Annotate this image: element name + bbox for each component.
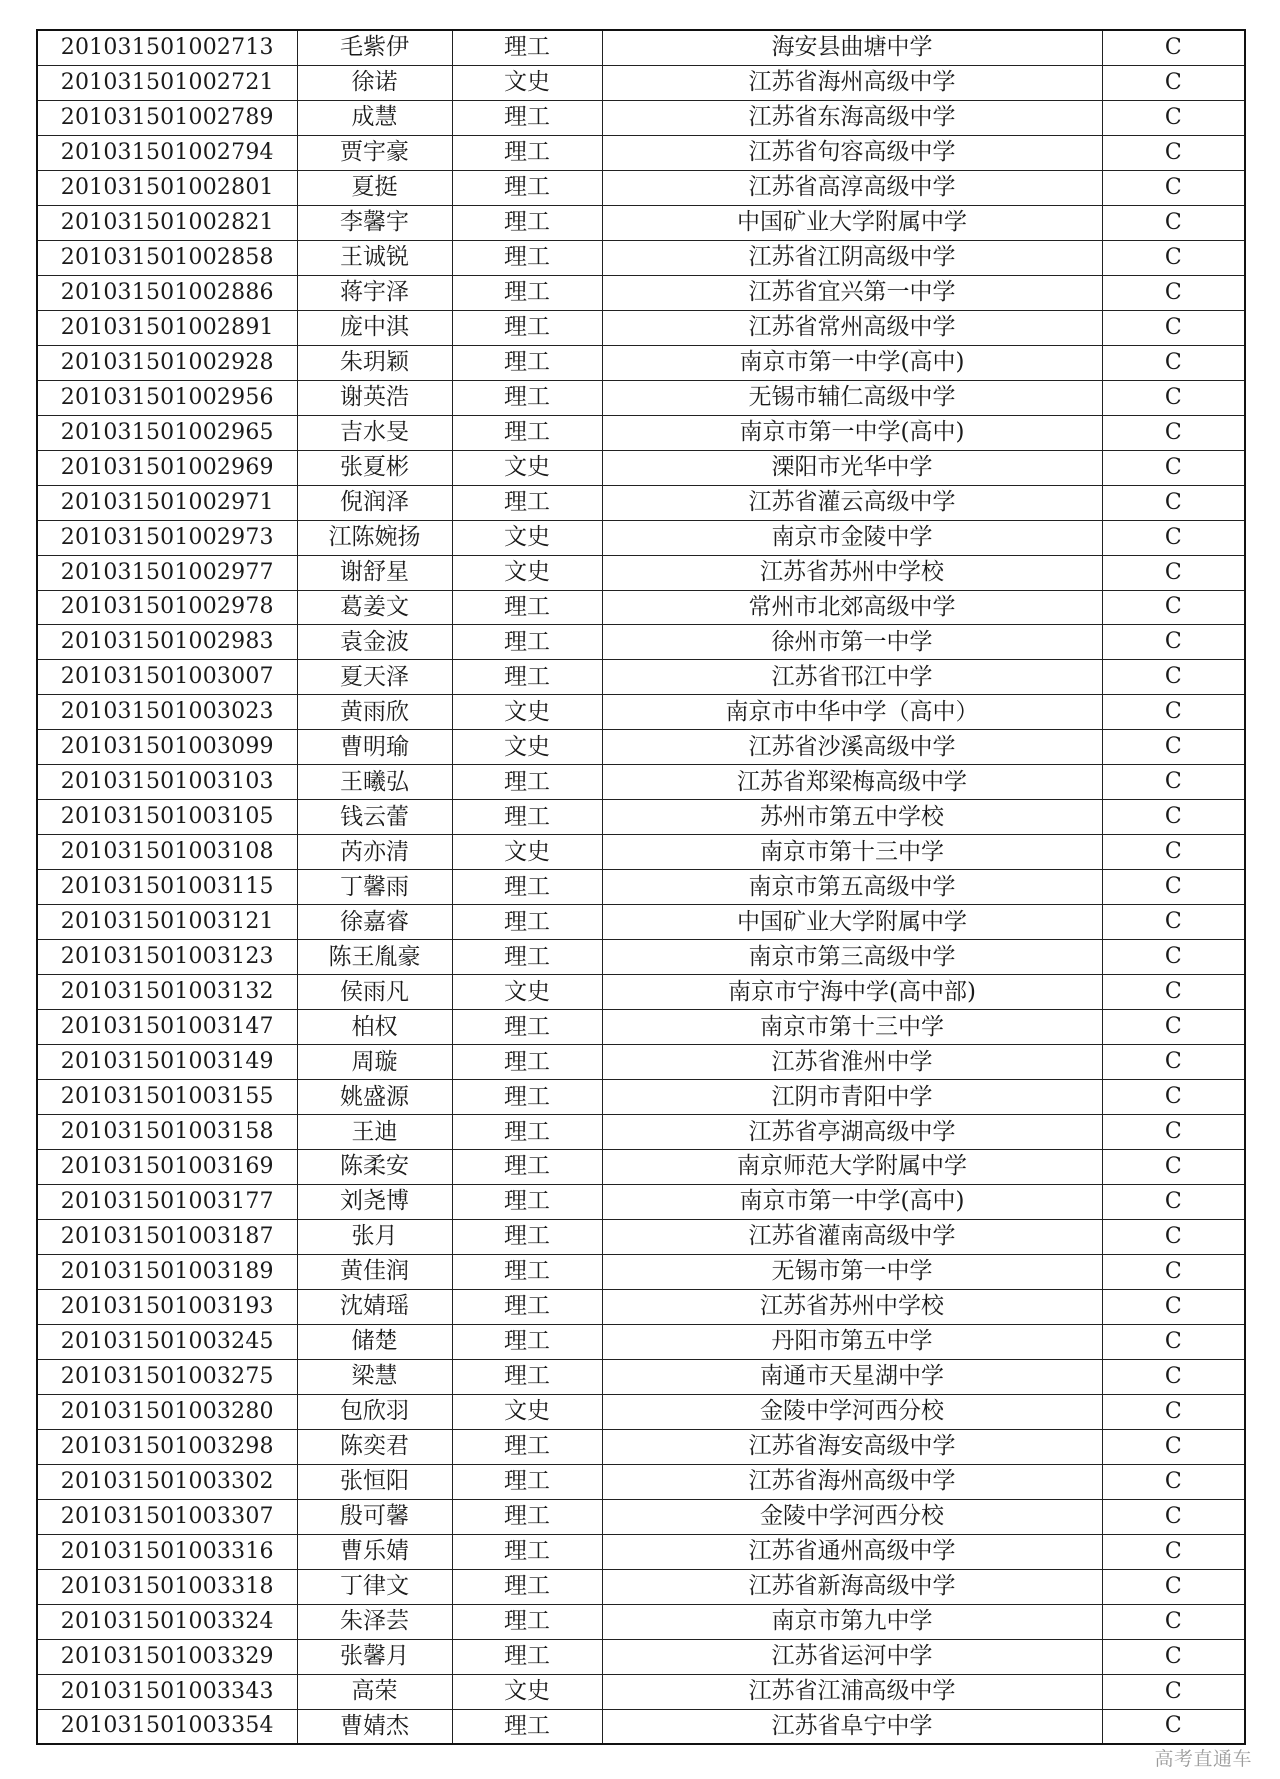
candidate-id-cell: 201031501002965 [37,415,297,450]
student-name-cell: 成慧 [297,100,452,135]
table-row [37,870,1245,905]
subject-track-cell: 理工 [452,1359,602,1394]
student-name-cell: 张馨月 [297,1639,452,1674]
table-row [37,625,1245,660]
school-name-cell: 江阴市青阳中学 [602,1080,1102,1115]
grade-cell: C [1102,240,1245,275]
table-row [37,240,1245,275]
subject-track-cell: 理工 [452,660,602,695]
table-row [37,1150,1245,1185]
subject-track-cell: 理工 [452,1254,602,1289]
student-name-cell: 徐诺 [297,65,452,100]
candidate-id-cell: 201031501002794 [37,135,297,170]
subject-track-cell: 文史 [452,555,602,590]
subject-track-cell: 理工 [452,240,602,275]
school-name-cell: 常州市北郊高级中学 [602,590,1102,625]
student-name-cell: 陈王胤豪 [297,940,452,975]
school-name-cell: 南京市第十三中学 [602,835,1102,870]
school-name-cell: 江苏省江阴高级中学 [602,240,1102,275]
grade-cell: C [1102,380,1245,415]
grade-cell: C [1102,1219,1245,1254]
candidate-id-cell: 201031501003099 [37,730,297,765]
school-name-cell: 江苏省亭湖高级中学 [602,1115,1102,1150]
table-row [37,1499,1245,1534]
table-row [37,1464,1245,1499]
school-name-cell: 江苏省苏州中学校 [602,1289,1102,1324]
subject-track-cell: 文史 [452,1674,602,1709]
subject-track-cell: 理工 [452,1045,602,1080]
candidate-id-cell: 201031501003177 [37,1184,297,1219]
grade-cell: C [1102,1080,1245,1115]
grade-cell: C [1102,870,1245,905]
student-name-cell: 柏权 [297,1010,452,1045]
table-row [37,275,1245,310]
student-name-cell: 谢舒星 [297,555,452,590]
school-name-cell: 江苏省宜兴第一中学 [602,275,1102,310]
grade-cell: C [1102,905,1245,940]
school-name-cell: 南京市第五高级中学 [602,870,1102,905]
school-name-cell: 南京师范大学附属中学 [602,1150,1102,1185]
table-row [37,135,1245,170]
table-row [37,345,1245,380]
school-name-cell: 江苏省淮州中学 [602,1045,1102,1080]
student-name-cell: 徐嘉睿 [297,905,452,940]
table-row [37,1184,1245,1219]
candidate-id-cell: 201031501002789 [37,100,297,135]
candidate-id-cell: 201031501003132 [37,975,297,1010]
student-name-cell: 朱泽芸 [297,1604,452,1639]
grade-cell: C [1102,1464,1245,1499]
grade-cell: C [1102,1569,1245,1604]
grade-cell: C [1102,660,1245,695]
student-name-cell: 庞中淇 [297,310,452,345]
student-name-cell: 黄雨欣 [297,695,452,730]
subject-track-cell: 理工 [452,1604,602,1639]
grade-cell: C [1102,625,1245,660]
student-name-cell: 毛紫伊 [297,30,452,65]
table-row [37,905,1245,940]
grade-cell: C [1102,135,1245,170]
table-row [37,765,1245,800]
candidate-id-cell: 201031501003105 [37,800,297,835]
candidate-id-cell: 201031501003007 [37,660,297,695]
school-name-cell: 徐州市第一中学 [602,625,1102,660]
grade-cell: C [1102,345,1245,380]
student-name-cell: 王迪 [297,1115,452,1150]
subject-track-cell: 理工 [452,1150,602,1185]
subject-track-cell: 理工 [452,310,602,345]
school-name-cell: 南京市金陵中学 [602,520,1102,555]
grade-cell: C [1102,485,1245,520]
student-name-cell: 曹乐婧 [297,1534,452,1569]
candidate-id-cell: 201031501003318 [37,1569,297,1604]
school-name-cell: 江苏省灌南高级中学 [602,1219,1102,1254]
school-name-cell: 江苏省海安高级中学 [602,1429,1102,1464]
subject-track-cell: 理工 [452,1464,602,1499]
candidate-id-cell: 201031501002801 [37,170,297,205]
grade-cell: C [1102,1324,1245,1359]
school-name-cell: 苏州市第五中学校 [602,800,1102,835]
subject-track-cell: 理工 [452,170,602,205]
roster-table-body [37,30,1245,1744]
subject-track-cell: 理工 [452,800,602,835]
grade-cell: C [1102,520,1245,555]
candidate-id-cell: 201031501002956 [37,380,297,415]
candidate-id-cell: 201031501002891 [37,310,297,345]
student-name-cell: 李馨宇 [297,205,452,240]
candidate-id-cell: 201031501003147 [37,1010,297,1045]
school-name-cell: 南京市第三高级中学 [602,940,1102,975]
student-name-cell: 曹婧杰 [297,1709,452,1744]
school-name-cell: 南京市宁海中学(高中部) [602,975,1102,1010]
table-row [37,1254,1245,1289]
table-row [37,1289,1245,1324]
candidate-id-cell: 201031501002971 [37,485,297,520]
school-name-cell: 江苏省东海高级中学 [602,100,1102,135]
table-row [37,590,1245,625]
student-name-cell: 储楚 [297,1324,452,1359]
student-name-cell: 蒋宇泽 [297,275,452,310]
candidate-id-cell: 201031501003108 [37,835,297,870]
subject-track-cell: 理工 [452,1709,602,1744]
student-name-cell: 侯雨凡 [297,975,452,1010]
table-row [37,660,1245,695]
school-name-cell: 江苏省沙溪高级中学 [602,730,1102,765]
subject-track-cell: 理工 [452,1184,602,1219]
grade-cell: C [1102,1289,1245,1324]
student-name-cell: 王诚锐 [297,240,452,275]
candidate-id-cell: 201031501003103 [37,765,297,800]
candidate-id-cell: 201031501002821 [37,205,297,240]
candidate-id-cell: 201031501003307 [37,1499,297,1534]
school-name-cell: 无锡市第一中学 [602,1254,1102,1289]
subject-track-cell: 文史 [452,975,602,1010]
table-row [37,695,1245,730]
candidate-id-cell: 201031501002978 [37,590,297,625]
school-name-cell: 江苏省高淳高级中学 [602,170,1102,205]
school-name-cell: 无锡市辅仁高级中学 [602,380,1102,415]
student-name-cell: 殷可馨 [297,1499,452,1534]
grade-cell: C [1102,1639,1245,1674]
table-row [37,65,1245,100]
table-row [37,1674,1245,1709]
grade-cell: C [1102,1429,1245,1464]
candidate-id-cell: 201031501003158 [37,1115,297,1150]
grade-cell: C [1102,1359,1245,1394]
roster-table [36,29,1246,1745]
candidate-id-cell: 201031501002928 [37,345,297,380]
table-row [37,1324,1245,1359]
candidate-id-cell: 201031501003115 [37,870,297,905]
table-row [37,450,1245,485]
subject-track-cell: 理工 [452,1569,602,1604]
subject-track-cell: 理工 [452,380,602,415]
subject-track-cell: 理工 [452,485,602,520]
candidate-id-cell: 201031501002858 [37,240,297,275]
school-name-cell: 江苏省运河中学 [602,1639,1102,1674]
grade-cell: C [1102,1534,1245,1569]
student-name-cell: 丁律文 [297,1569,452,1604]
candidate-id-cell: 201031501003298 [37,1429,297,1464]
student-name-cell: 陈柔安 [297,1150,452,1185]
school-name-cell: 江苏省郑梁梅高级中学 [602,765,1102,800]
student-name-cell: 张夏彬 [297,450,452,485]
table-row [37,1219,1245,1254]
grade-cell: C [1102,765,1245,800]
school-name-cell: 南京市第十三中学 [602,1010,1102,1045]
student-name-cell: 倪润泽 [297,485,452,520]
student-name-cell: 黄佳润 [297,1254,452,1289]
subject-track-cell: 文史 [452,1394,602,1429]
subject-track-cell: 理工 [452,205,602,240]
student-name-cell: 高荣 [297,1674,452,1709]
grade-cell: C [1102,555,1245,590]
subject-track-cell: 理工 [452,765,602,800]
student-name-cell: 谢英浩 [297,380,452,415]
table-row [37,1569,1245,1604]
subject-track-cell: 文史 [452,835,602,870]
subject-track-cell: 理工 [452,1115,602,1150]
subject-track-cell: 理工 [452,1080,602,1115]
grade-cell: C [1102,1604,1245,1639]
grade-cell: C [1102,415,1245,450]
candidate-id-cell: 201031501003324 [37,1604,297,1639]
school-name-cell: 南通市天星湖中学 [602,1359,1102,1394]
subject-track-cell: 理工 [452,1324,602,1359]
school-name-cell: 中国矿业大学附属中学 [602,205,1102,240]
candidate-id-cell: 201031501003123 [37,940,297,975]
student-name-cell: 钱云蕾 [297,800,452,835]
candidate-id-cell: 201031501003155 [37,1080,297,1115]
table-row [37,730,1245,765]
student-name-cell: 朱玥颖 [297,345,452,380]
table-row [37,1359,1245,1394]
subject-track-cell: 理工 [452,590,602,625]
grade-cell: C [1102,170,1245,205]
table-row [37,30,1245,65]
table-row [37,975,1245,1010]
candidate-id-cell: 201031501002713 [37,30,297,65]
candidate-id-cell: 201031501003316 [37,1534,297,1569]
subject-track-cell: 理工 [452,1499,602,1534]
student-name-cell: 夏天泽 [297,660,452,695]
table-row [37,835,1245,870]
subject-track-cell: 理工 [452,275,602,310]
school-name-cell: 江苏省海州高级中学 [602,1464,1102,1499]
school-name-cell: 南京市第九中学 [602,1604,1102,1639]
grade-cell: C [1102,975,1245,1010]
grade-cell: C [1102,310,1245,345]
candidate-id-cell: 201031501003329 [37,1639,297,1674]
table-row [37,1429,1245,1464]
table-row [37,1709,1245,1744]
grade-cell: C [1102,835,1245,870]
subject-track-cell: 文史 [452,730,602,765]
candidate-id-cell: 201031501002969 [37,450,297,485]
table-row [37,170,1245,205]
student-name-cell: 张月 [297,1219,452,1254]
student-name-cell: 吉水旻 [297,415,452,450]
student-name-cell: 姚盛源 [297,1080,452,1115]
table-row [37,1045,1245,1080]
table-row [37,1010,1245,1045]
subject-track-cell: 理工 [452,1639,602,1674]
school-name-cell: 江苏省邗江中学 [602,660,1102,695]
school-name-cell: 中国矿业大学附属中学 [602,905,1102,940]
student-name-cell: 陈奕君 [297,1429,452,1464]
grade-cell: C [1102,1709,1245,1744]
grade-cell: C [1102,940,1245,975]
subject-track-cell: 文史 [452,450,602,485]
table-row [37,415,1245,450]
school-name-cell: 江苏省句容高级中学 [602,135,1102,170]
grade-cell: C [1102,30,1245,65]
student-name-cell: 曹明瑜 [297,730,452,765]
candidate-id-cell: 201031501003169 [37,1150,297,1185]
grade-cell: C [1102,205,1245,240]
school-name-cell: 溧阳市光华中学 [602,450,1102,485]
table-row [37,940,1245,975]
grade-cell: C [1102,590,1245,625]
table-row [37,310,1245,345]
student-name-cell: 江陈婉扬 [297,520,452,555]
grade-cell: C [1102,1150,1245,1185]
candidate-id-cell: 201031501002973 [37,520,297,555]
school-name-cell: 江苏省新海高级中学 [602,1569,1102,1604]
subject-track-cell: 文史 [452,695,602,730]
school-name-cell: 江苏省通州高级中学 [602,1534,1102,1569]
subject-track-cell: 理工 [452,1219,602,1254]
table-row [37,1604,1245,1639]
student-name-cell: 张恒阳 [297,1464,452,1499]
grade-cell: C [1102,800,1245,835]
school-name-cell: 金陵中学河西分校 [602,1394,1102,1429]
school-name-cell: 江苏省海州高级中学 [602,65,1102,100]
grade-cell: C [1102,1394,1245,1429]
candidate-id-cell: 201031501002721 [37,65,297,100]
subject-track-cell: 理工 [452,1010,602,1045]
school-name-cell: 江苏省灌云高级中学 [602,485,1102,520]
subject-track-cell: 文史 [452,520,602,555]
candidate-id-cell: 201031501002977 [37,555,297,590]
subject-track-cell: 理工 [452,1534,602,1569]
subject-track-cell: 理工 [452,30,602,65]
candidate-id-cell: 201031501003354 [37,1709,297,1744]
subject-track-cell: 理工 [452,345,602,380]
table-row [37,1639,1245,1674]
candidate-id-cell: 201031501003343 [37,1674,297,1709]
candidate-id-cell: 201031501003149 [37,1045,297,1080]
student-name-cell: 王曦弘 [297,765,452,800]
grade-cell: C [1102,695,1245,730]
student-name-cell: 周璇 [297,1045,452,1080]
watermark-text: 高考直通车 [1154,1748,1252,1770]
candidate-id-cell: 201031501003023 [37,695,297,730]
student-name-cell: 梁慧 [297,1359,452,1394]
grade-cell: C [1102,1499,1245,1534]
student-name-cell: 沈婧瑶 [297,1289,452,1324]
subject-track-cell: 理工 [452,1429,602,1464]
school-name-cell: 南京市第一中学(高中) [602,1184,1102,1219]
grade-cell: C [1102,100,1245,135]
school-name-cell: 海安县曲塘中学 [602,30,1102,65]
school-name-cell: 丹阳市第五中学 [602,1324,1102,1359]
candidate-id-cell: 201031501003280 [37,1394,297,1429]
subject-track-cell: 理工 [452,905,602,940]
table-row [37,1534,1245,1569]
candidate-id-cell: 201031501002886 [37,275,297,310]
subject-track-cell: 理工 [452,625,602,660]
subject-track-cell: 理工 [452,100,602,135]
table-row [37,100,1245,135]
school-name-cell: 江苏省江浦高级中学 [602,1674,1102,1709]
student-name-cell: 夏挺 [297,170,452,205]
school-name-cell: 江苏省阜宁中学 [602,1709,1102,1744]
subject-track-cell: 理工 [452,870,602,905]
grade-cell: C [1102,1674,1245,1709]
candidate-id-cell: 201031501002983 [37,625,297,660]
student-name-cell: 丁馨雨 [297,870,452,905]
student-name-cell: 刘尧博 [297,1184,452,1219]
school-name-cell: 南京市第一中学(高中) [602,415,1102,450]
table-row [37,1080,1245,1115]
student-name-cell: 贾宇豪 [297,135,452,170]
grade-cell: C [1102,1254,1245,1289]
grade-cell: C [1102,1184,1245,1219]
candidate-id-cell: 201031501003245 [37,1324,297,1359]
candidate-id-cell: 201031501003275 [37,1359,297,1394]
subject-track-cell: 文史 [452,65,602,100]
table-row [37,800,1245,835]
school-name-cell: 南京市中华中学（高中） [602,695,1102,730]
grade-cell: C [1102,1115,1245,1150]
grade-cell: C [1102,1010,1245,1045]
candidate-id-cell: 201031501003302 [37,1464,297,1499]
table-row [37,380,1245,415]
school-name-cell: 江苏省常州高级中学 [602,310,1102,345]
table-row [37,520,1245,555]
candidate-id-cell: 201031501003121 [37,905,297,940]
candidate-id-cell: 201031501003189 [37,1254,297,1289]
table-row [37,1115,1245,1150]
candidate-id-cell: 201031501003187 [37,1219,297,1254]
table-row [37,485,1245,520]
grade-cell: C [1102,275,1245,310]
subject-track-cell: 理工 [452,1289,602,1324]
subject-track-cell: 理工 [452,415,602,450]
school-name-cell: 金陵中学河西分校 [602,1499,1102,1534]
grade-cell: C [1102,730,1245,765]
school-name-cell: 南京市第一中学(高中) [602,345,1102,380]
table-row [37,555,1245,590]
grade-cell: C [1102,65,1245,100]
grade-cell: C [1102,450,1245,485]
table-row [37,1394,1245,1429]
student-name-cell: 包欣羽 [297,1394,452,1429]
candidate-id-cell: 201031501003193 [37,1289,297,1324]
student-name-cell: 袁金波 [297,625,452,660]
table-row [37,205,1245,240]
student-name-cell: 芮亦清 [297,835,452,870]
grade-cell: C [1102,1045,1245,1080]
subject-track-cell: 理工 [452,135,602,170]
subject-track-cell: 理工 [452,940,602,975]
school-name-cell: 江苏省苏州中学校 [602,555,1102,590]
student-name-cell: 葛姜文 [297,590,452,625]
